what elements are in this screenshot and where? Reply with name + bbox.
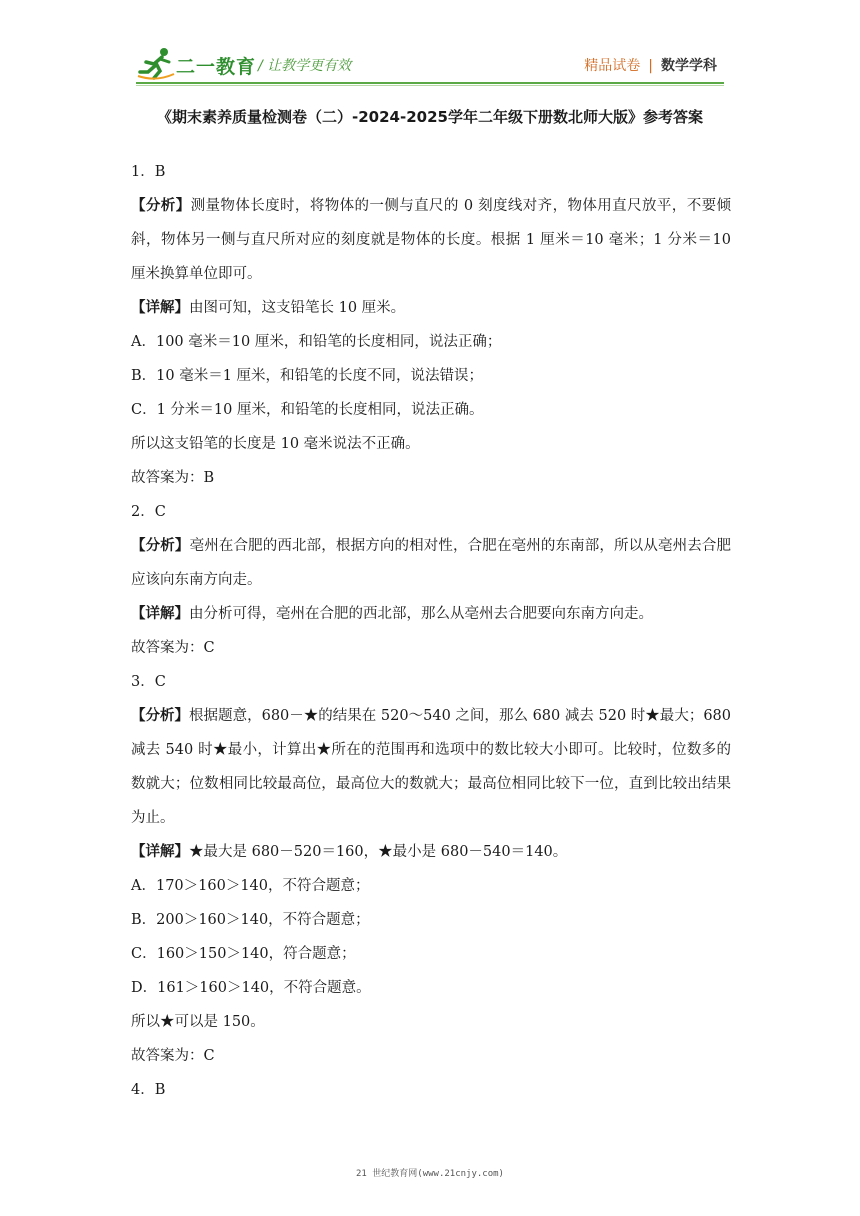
line-text: 亳州在合肥的西北部，根据方向的相对性，合肥在亳州的东南部，所以从亳州去合肥应该向东南方向走。 xyxy=(131,538,732,588)
line-text: 故答案为：C xyxy=(131,640,215,656)
answer-line xyxy=(131,291,731,325)
answer-line xyxy=(131,631,731,665)
answer-line xyxy=(131,393,731,427)
brand-logo-text: 二一教育 xyxy=(176,56,257,78)
header-tags xyxy=(584,55,717,75)
line-text: 所以这支铅笔的长度是 10 毫米说法不正确。 xyxy=(131,436,420,452)
answer-line xyxy=(131,971,731,1005)
page-footer: 21 世纪教育网(www.21cnjy.com) xyxy=(356,1169,504,1179)
running-figure-logo-icon xyxy=(136,46,176,80)
premium-paper-tag: 精品试卷 xyxy=(584,58,641,74)
answer-line xyxy=(131,699,731,835)
line-text: B．10 毫米＝1 厘米，和铅笔的长度不同，说法错误； xyxy=(131,368,484,384)
header-divider-thin xyxy=(136,85,724,86)
line-text: D．161＞160＞140，不符合题意。 xyxy=(131,980,371,996)
answer-line xyxy=(131,529,731,597)
answer-line xyxy=(131,597,731,631)
section-tag: 【分析】 xyxy=(131,537,190,554)
section-tag: 【分析】 xyxy=(131,197,191,214)
answer-line xyxy=(131,1073,731,1107)
answer-line xyxy=(131,1039,731,1073)
answer-line xyxy=(131,155,731,189)
line-text: ★最大是 680－520＝160，★最小是 680－540＝140。 xyxy=(189,844,568,860)
line-text: 故答案为：C xyxy=(131,1048,215,1064)
line-text: 所以★可以是 150。 xyxy=(131,1014,265,1030)
subject-tag: 数学学科 xyxy=(661,58,717,74)
line-text: 3．C xyxy=(131,674,166,690)
line-text: 测量物体长度时，将物体的一侧与直尺的 0 刻度线对齐，物体用直尺放平，不要倾斜，物体另一侧与直尺所对应的刻度就是物体的长度。根据 1 厘米＝10 毫米；1 分米＝10 厘米换算单位即可。 xyxy=(131,198,731,282)
line-text: A．100 毫米＝10 厘米，和铅笔的长度相同，说法正确； xyxy=(131,334,502,350)
line-text: A．170＞160＞140，不符合题意； xyxy=(131,878,370,894)
answer-line xyxy=(131,325,731,359)
page-header xyxy=(0,0,860,90)
answer-line xyxy=(131,427,731,461)
line-text: 由分析可得，亳州在合肥的西北部，那么从亳州去合肥要向东南方向走。 xyxy=(189,606,653,622)
brand-slogan: / 让教学更有效 xyxy=(258,58,352,74)
line-text: C．160＞150＞140，符合题意； xyxy=(131,946,356,962)
line-text: 由图可知，这支铅笔长 10 厘米。 xyxy=(189,300,406,316)
tag-separator: | xyxy=(648,58,653,74)
answer-content xyxy=(131,155,731,1107)
section-tag: 【详解】 xyxy=(131,605,189,622)
answer-line xyxy=(131,665,731,699)
section-tag: 【详解】 xyxy=(131,843,189,860)
answer-line xyxy=(131,903,731,937)
line-text: 4．B xyxy=(131,1082,166,1098)
line-text: 2．C xyxy=(131,504,166,520)
line-text: 故答案为：B xyxy=(131,470,215,486)
answer-line xyxy=(131,1005,731,1039)
section-tag: 【详解】 xyxy=(131,299,189,316)
answer-line xyxy=(131,461,731,495)
section-tag: 【分析】 xyxy=(131,707,190,724)
answer-line xyxy=(131,937,731,971)
answer-line xyxy=(131,835,731,869)
document-title: 《期末素养质量检测卷（二）-2024-2025学年二年级下册数北师大版》参考答案 xyxy=(157,108,703,126)
answer-line xyxy=(131,495,731,529)
answer-line xyxy=(131,359,731,393)
line-text: C．1 分米＝10 厘米，和铅笔的长度相同，说法正确。 xyxy=(131,402,484,418)
line-text: B．200＞160＞140，不符合题意； xyxy=(131,912,370,928)
header-divider xyxy=(136,82,724,84)
answer-line xyxy=(131,189,731,291)
answer-line xyxy=(131,869,731,903)
line-text: 1．B xyxy=(131,164,166,180)
line-text: 根据题意，680－★的结果在 520～540 之间，那么 680 减去 520 时★最大；680 减去 540 时★最小，计算出★所在的范围再和选项中的数比较大小即可。比较时，位数多的数就大；位数相同比较最高位，最高位大的数就大；最高位相同比较下一位，直到比较出结果为止。 xyxy=(131,708,732,826)
